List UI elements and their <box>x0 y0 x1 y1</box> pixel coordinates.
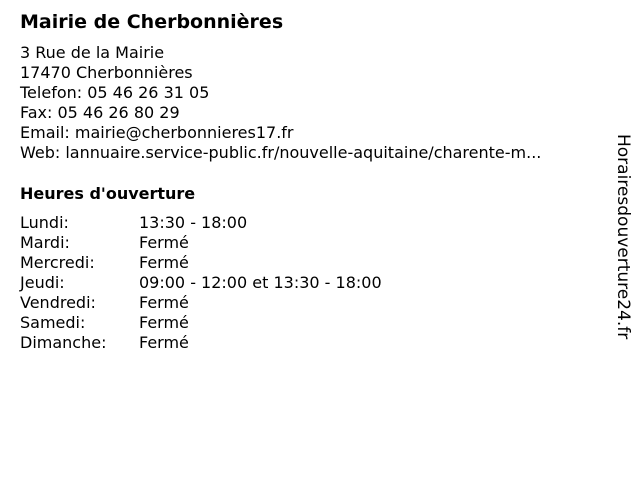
day-label: Lundi: <box>20 213 69 232</box>
day-hours: Fermé <box>139 253 189 272</box>
day-label: Vendredi: <box>20 293 96 312</box>
hours-row-friday <box>20 293 382 313</box>
day-hours: Fermé <box>139 313 189 332</box>
day-label: Samedi: <box>20 313 86 332</box>
day-label: Jeudi: <box>20 273 65 292</box>
contact-info <box>20 43 541 163</box>
phone-number: Telefon: 05 46 26 31 05 <box>20 83 210 102</box>
hours-row-tuesday <box>20 233 382 253</box>
day-hours: Fermé <box>139 293 189 312</box>
address-city: 17470 Cherbonnières <box>20 63 193 82</box>
email-address: Email: mairie@cherbonnieres17.fr <box>20 123 294 142</box>
day-hours: 09:00 - 12:00 et 13:30 - 18:00 <box>139 273 382 292</box>
day-label: Dimanche: <box>20 333 107 352</box>
day-hours: Fermé <box>139 333 189 352</box>
hours-row-saturday <box>20 313 382 333</box>
day-hours: Fermé <box>139 233 189 252</box>
opening-hours-table <box>20 213 382 353</box>
website-link: Web: lannuaire.service-public.fr/nouvelle-aquitaine/charente-m... <box>20 143 542 162</box>
hours-row-monday <box>20 213 382 233</box>
hours-row-wednesday <box>20 253 382 273</box>
site-watermark: Horairesdouverture24.fr <box>613 134 633 340</box>
opening-hours-heading: Heures d'ouverture <box>20 184 196 203</box>
hours-row-thursday <box>20 273 382 293</box>
day-label: Mardi: <box>20 233 70 252</box>
hours-row-sunday <box>20 333 382 353</box>
address-street: 3 Rue de la Mairie <box>20 43 165 62</box>
fax-number: Fax: 05 46 26 80 29 <box>20 103 180 122</box>
day-label: Mercredi: <box>20 253 95 272</box>
day-hours: 13:30 - 18:00 <box>139 213 248 232</box>
page-title: Mairie de Cherbonnières <box>20 11 284 33</box>
